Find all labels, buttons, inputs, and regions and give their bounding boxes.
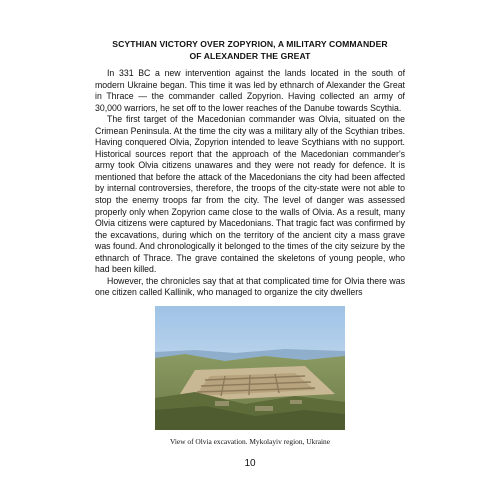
title-line-1: SCYTHIAN VICTORY OVER ZOPYRION, A MILITARY COMMANDER [112, 39, 388, 49]
paragraph: The first target of the Macedonian commander was Olvia, situated on the Crimean Peninsula. At the time the city was a military ally of the Scythian tribes. Having conquered Olvia, Zopyrion intended to leave Scythians with no support. Historical sources report that the approach of the Macedonian commander's army took Olvia citizens unawares and they were not ready for defence. It is mentioned that before the attack of the Macedonians the city had been affected by internal controversies, therefore, the troops of the city-state were not able to stop the enemy troops far from the city. The level of danger was assessed properly only when Zopyrion came close to the walls of Olvia. As a result, many Olvia citizens were captured by Macedonians. That tragic fact was confirmed by the excavations, during which on the territory of the ancient city a mass grave was found. And chronologically it belonged to the times of the city seizure by the ethnarch of Thrace. The grave contained the skeletons of young people, who had been killed. [95, 114, 405, 275]
title-line-2: OF ALEXANDER THE GREAT [189, 50, 311, 61]
excavation-photo [155, 306, 345, 430]
photo-caption: View of Olvia excavation. Mykolayiv region, Ukraine [169, 437, 331, 446]
paragraph: However, the chronicles say that at that complicated time for Olvia there was one citizen called Kallinik, who managed to organize the city dwellers [95, 275, 405, 298]
page-number: 10 [244, 458, 256, 469]
page-title [95, 39, 405, 62]
paragraph: In 331 BC a new intervention against the lands located in the south of modern Ukraine began. This time it was led by ethnarch of Alexander the Great in Thrace — the commander called Zopyrion. Having collected an army of 30,000 warriors, he set off to the lower reaches of the Danube towards Scythia. [95, 68, 405, 113]
body-text [95, 68, 405, 299]
excavation-photo-illustration [155, 306, 345, 430]
